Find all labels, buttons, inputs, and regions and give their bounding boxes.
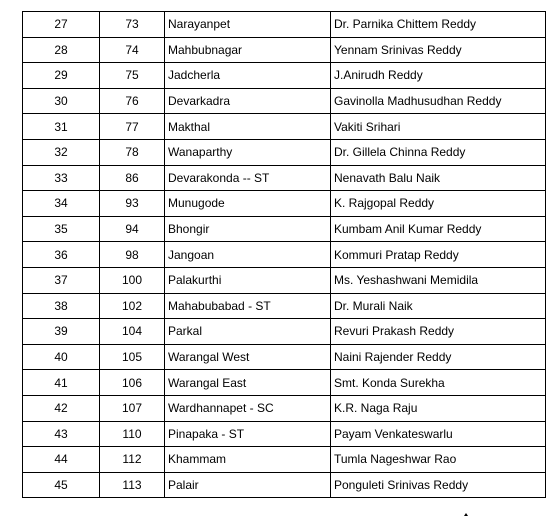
table-row	[23, 165, 546, 191]
cell-constituency-name: Wardhannapet - SC	[165, 395, 331, 421]
table-row	[23, 63, 546, 89]
cell-constituency-name: Palakurthi	[165, 267, 331, 293]
cell-serial-number: 31	[23, 114, 100, 140]
cell-constituency-name: Devarakonda -- ST	[165, 165, 331, 191]
cell-candidate-name: K. Rajgopal Reddy	[331, 191, 546, 217]
cell-candidate-name: Vakiti Srihari	[331, 114, 546, 140]
cell-candidate-name: Ms. Yeshashwani Memidila	[331, 267, 546, 293]
cell-candidate-name: Dr. Parnika Chittem Reddy	[331, 12, 546, 38]
cell-constituency-name: Warangal West	[165, 344, 331, 370]
cell-candidate-name: Payam Venkateswarlu	[331, 421, 546, 447]
cell-constituency-name: Makthal	[165, 114, 331, 140]
cell-constituency-number: 78	[100, 139, 165, 165]
candidates-table	[22, 11, 546, 498]
cell-serial-number: 44	[23, 447, 100, 473]
cell-serial-number: 37	[23, 267, 100, 293]
cell-candidate-name: Dr. Gillela Chinna Reddy	[331, 139, 546, 165]
cell-constituency-number: 110	[100, 421, 165, 447]
cell-constituency-number: 106	[100, 370, 165, 396]
table-row	[23, 344, 546, 370]
cell-serial-number: 29	[23, 63, 100, 89]
cell-constituency-number: 74	[100, 37, 165, 63]
cell-constituency-number: 104	[100, 319, 165, 345]
table-row	[23, 472, 546, 498]
cell-constituency-name: Jangoan	[165, 242, 331, 268]
cell-candidate-name: Naini Rajender Reddy	[331, 344, 546, 370]
cell-constituency-number: 75	[100, 63, 165, 89]
candidates-table-body	[23, 12, 546, 498]
cell-serial-number: 33	[23, 165, 100, 191]
table-row	[23, 216, 546, 242]
cell-constituency-number: 94	[100, 216, 165, 242]
cell-constituency-number: 98	[100, 242, 165, 268]
cell-constituency-number: 105	[100, 344, 165, 370]
cell-serial-number: 38	[23, 293, 100, 319]
cell-constituency-name: Warangal East	[165, 370, 331, 396]
cell-constituency-name: Wanaparthy	[165, 139, 331, 165]
cell-serial-number: 42	[23, 395, 100, 421]
table-row	[23, 293, 546, 319]
cell-candidate-name: J.Anirudh Reddy	[331, 63, 546, 89]
cell-constituency-name: Devarkadra	[165, 88, 331, 114]
table-row	[23, 319, 546, 345]
cell-candidate-name: Smt. Konda Surekha	[331, 370, 546, 396]
cell-constituency-name: Parkal	[165, 319, 331, 345]
cell-constituency-name: Mahbubnagar	[165, 37, 331, 63]
cell-serial-number: 43	[23, 421, 100, 447]
cell-constituency-number: 107	[100, 395, 165, 421]
table-row	[23, 370, 546, 396]
cell-constituency-name: Munugode	[165, 191, 331, 217]
cell-serial-number: 41	[23, 370, 100, 396]
cell-constituency-number: 113	[100, 472, 165, 498]
cell-constituency-name: Jadcherla	[165, 63, 331, 89]
cell-candidate-name: Dr. Murali Naik	[331, 293, 546, 319]
cell-serial-number: 39	[23, 319, 100, 345]
cell-serial-number: 40	[23, 344, 100, 370]
cell-serial-number: 30	[23, 88, 100, 114]
cell-constituency-number: 93	[100, 191, 165, 217]
table-row	[23, 242, 546, 268]
cell-constituency-name: Bhongir	[165, 216, 331, 242]
cell-serial-number: 32	[23, 139, 100, 165]
cell-candidate-name: Gavinolla Madhusudhan Reddy	[331, 88, 546, 114]
table-row	[23, 139, 546, 165]
cell-constituency-name: Khammam	[165, 447, 331, 473]
table-row	[23, 88, 546, 114]
cell-constituency-name: Palair	[165, 472, 331, 498]
table-row	[23, 191, 546, 217]
table-row	[23, 267, 546, 293]
table-row	[23, 421, 546, 447]
cell-candidate-name: Revuri Prakash Reddy	[331, 319, 546, 345]
cell-constituency-number: 77	[100, 114, 165, 140]
cell-serial-number: 34	[23, 191, 100, 217]
cell-serial-number: 27	[23, 12, 100, 38]
cell-candidate-name: Yennam Srinivas Reddy	[331, 37, 546, 63]
cell-candidate-name: Kommuri Pratap Reddy	[331, 242, 546, 268]
cell-candidate-name: Ponguleti Srinivas Reddy	[331, 472, 546, 498]
cell-candidate-name: Tumla Nageshwar Rao	[331, 447, 546, 473]
cell-constituency-name: Pinapaka - ST	[165, 421, 331, 447]
table-row	[23, 395, 546, 421]
table-row	[23, 114, 546, 140]
cell-constituency-name: Narayanpet	[165, 12, 331, 38]
cell-constituency-name: Mahabubabad - ST	[165, 293, 331, 319]
cell-constituency-number: 100	[100, 267, 165, 293]
table-row	[23, 12, 546, 38]
cell-serial-number: 35	[23, 216, 100, 242]
cell-constituency-number: 102	[100, 293, 165, 319]
cell-serial-number: 45	[23, 472, 100, 498]
cell-constituency-number: 73	[100, 12, 165, 38]
cell-constituency-number: 86	[100, 165, 165, 191]
cell-serial-number: 28	[23, 37, 100, 63]
table-row	[23, 37, 546, 63]
cell-candidate-name: K.R. Naga Raju	[331, 395, 546, 421]
cell-candidate-name: Kumbam Anil Kumar Reddy	[331, 216, 546, 242]
cell-candidate-name: Nenavath Balu Naik	[331, 165, 546, 191]
cell-constituency-number: 76	[100, 88, 165, 114]
cell-constituency-number: 112	[100, 447, 165, 473]
scroll-caret-icon	[464, 513, 468, 516]
cell-serial-number: 36	[23, 242, 100, 268]
table-row	[23, 447, 546, 473]
